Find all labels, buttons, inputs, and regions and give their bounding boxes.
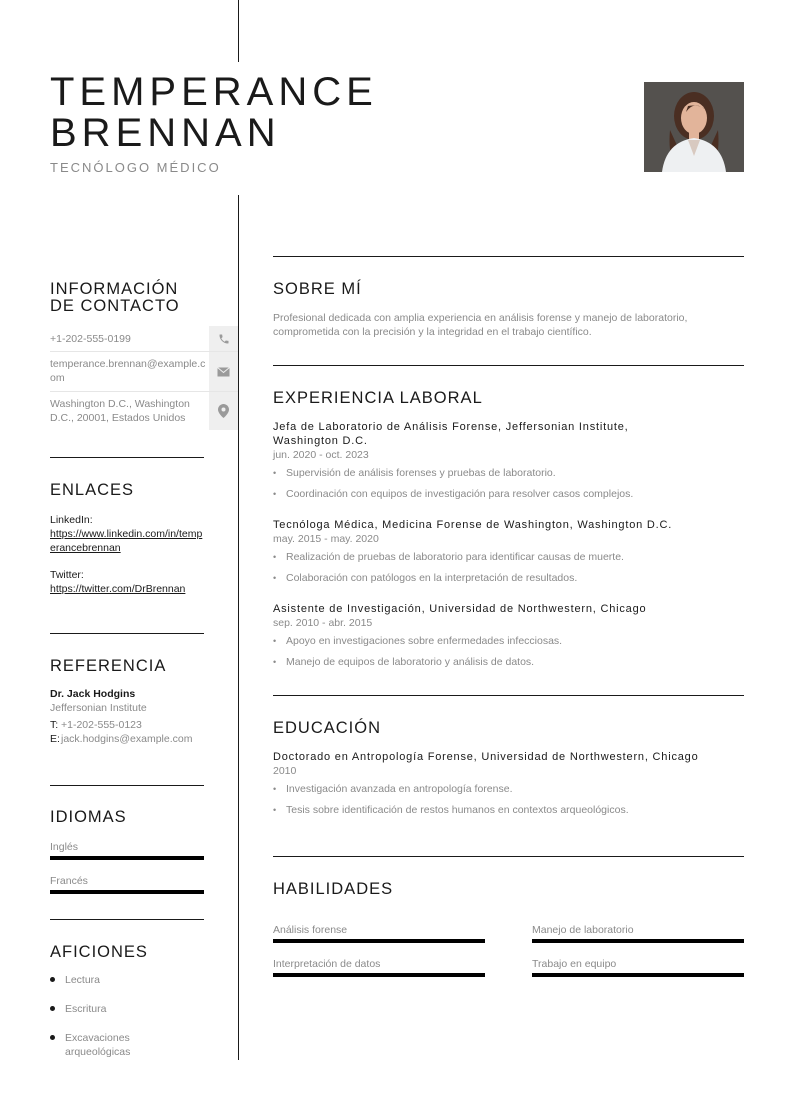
links-section bbox=[50, 482, 204, 596]
reference-email-row bbox=[50, 732, 204, 746]
language-item bbox=[50, 874, 204, 894]
contact-section-title: INFORMACIÓN DE CONTACTO bbox=[50, 280, 180, 315]
education-bullet: • Investigación avanzada en antropología forense. bbox=[273, 782, 744, 796]
skill-level-bar bbox=[273, 973, 485, 977]
about-section-title: SOBRE MÍ bbox=[273, 280, 362, 298]
location-pin-icon bbox=[209, 392, 238, 430]
language-level-bar bbox=[50, 856, 204, 860]
contact-address: Washington D.C., Washington D.C., 20001, Estados Unidos bbox=[50, 398, 190, 424]
job-entry-title: Tecnóloga Médica, Medicina Forense de Washington, Washington D.C. bbox=[273, 519, 673, 531]
reference-section bbox=[50, 658, 204, 746]
first-name: TEMPERANCE bbox=[50, 70, 378, 114]
job-entry-dates: jun. 2020 - oct. 2023 bbox=[273, 449, 369, 461]
divider bbox=[273, 256, 744, 257]
reference-section-title: REFERENCIA bbox=[50, 657, 167, 675]
reference-phone[interactable]: +1-202-555-0123 bbox=[61, 719, 142, 731]
job-entry-dates: may. 2015 - may. 2020 bbox=[273, 533, 379, 545]
skill-name: Trabajo en equipo bbox=[532, 958, 617, 970]
hobby-item: Lectura bbox=[50, 973, 204, 987]
skill-item bbox=[532, 957, 744, 977]
experience-section bbox=[273, 389, 744, 669]
education-bullet: • Tesis sobre identificación de restos humanos en contextos arqueológicos. bbox=[273, 803, 744, 817]
job-entry-title: Asistente de Investigación, Universidad de Northwestern, Chicago bbox=[273, 603, 647, 615]
skill-name: Manejo de laboratorio bbox=[532, 924, 634, 936]
reference-email[interactable]: jack.hodgins@example.com bbox=[61, 733, 193, 745]
job-bullet: • Manejo de equipos de laboratorio y análisis de datos. bbox=[273, 655, 744, 669]
skill-level-bar bbox=[273, 939, 485, 943]
last-name: BRENNAN bbox=[50, 111, 281, 155]
profile-photo bbox=[644, 82, 744, 172]
divider bbox=[50, 457, 204, 458]
skills-section-title: HABILIDADES bbox=[273, 880, 394, 898]
linkedin-link[interactable]: https://www.linkedin.com/in/temperancebrennan bbox=[50, 528, 203, 554]
education-section-title: EDUCACIÓN bbox=[273, 719, 382, 737]
job-bullet: • Supervisión de análisis forenses y pruebas de laboratorio. bbox=[273, 466, 744, 480]
education-year: 2010 bbox=[273, 765, 297, 777]
contact-email[interactable]: temperance.brennan@example.com bbox=[50, 358, 206, 384]
skill-name: Interpretación de datos bbox=[273, 958, 381, 970]
hobbies-section-title-wrap bbox=[50, 944, 204, 961]
job-bullet: • Coordinación con equipos de investigación para resolver casos complejos. bbox=[273, 487, 744, 501]
link-label: LinkedIn: bbox=[50, 514, 93, 526]
contact-address-row bbox=[50, 392, 238, 430]
language-name: Francés bbox=[50, 875, 88, 887]
bullet-icon bbox=[50, 977, 55, 982]
link-item-twitter bbox=[50, 568, 204, 596]
links-section-title: ENLACES bbox=[50, 481, 135, 499]
job-entry bbox=[273, 518, 744, 585]
contact-email-row bbox=[50, 352, 238, 392]
twitter-link[interactable]: https://twitter.com/DrBrennan bbox=[50, 583, 186, 595]
reference-email-label: E: bbox=[50, 733, 60, 745]
language-item bbox=[50, 840, 204, 860]
reference-phone-row bbox=[50, 718, 204, 732]
divider bbox=[50, 785, 204, 786]
bullet-icon bbox=[50, 1006, 55, 1011]
skill-item bbox=[273, 923, 485, 943]
about-section bbox=[273, 280, 744, 339]
divider bbox=[50, 919, 204, 920]
job-entry-title: Jefa de Laboratorio de Análisis Forense, Jeffersonian Institute, Washington D.C. bbox=[273, 421, 629, 447]
hobbies-section-title: AFICIONES bbox=[50, 943, 148, 961]
job-entry bbox=[273, 602, 744, 669]
job-bullet: • Realización de pruebas de laboratorio para identificar causas de muerte. bbox=[273, 550, 744, 564]
bullet-icon bbox=[50, 1035, 55, 1040]
language-level-bar bbox=[50, 890, 204, 894]
divider bbox=[273, 365, 744, 366]
languages-section-title: IDIOMAS bbox=[50, 808, 127, 826]
divider bbox=[273, 856, 744, 857]
divider bbox=[273, 695, 744, 696]
skill-item bbox=[273, 957, 485, 977]
skill-item bbox=[532, 923, 744, 943]
reference-company: Jeffersonian Institute bbox=[50, 702, 147, 714]
education-section bbox=[273, 719, 744, 817]
about-text: Profesional dedicada con amplia experiencia en análisis forense y manejo de laboratorio, comprometida con la precisión y la integridad en el trabajo científico. bbox=[273, 312, 688, 338]
link-label: Twitter: bbox=[50, 569, 84, 581]
candidate-name bbox=[50, 72, 378, 154]
divider bbox=[50, 633, 204, 634]
experience-section-title: EXPERIENCIA LABORAL bbox=[273, 389, 483, 407]
vertical-divider bbox=[238, 195, 239, 1060]
contact-phone-row bbox=[50, 326, 238, 352]
contact-phone[interactable]: +1-202-555-0199 bbox=[50, 333, 131, 345]
job-entry-dates: sep. 2010 - abr. 2015 bbox=[273, 617, 373, 629]
hobby-item: Escritura bbox=[50, 1002, 204, 1016]
job-bullet: • Apoyo en investigaciones sobre enfermedades infecciosas. bbox=[273, 634, 744, 648]
link-item-linkedin bbox=[50, 513, 204, 555]
job-title: TECNÓLOGO MÉDICO bbox=[50, 160, 221, 175]
phone-icon bbox=[209, 326, 238, 351]
hobby-item: Excavaciones arqueológicas bbox=[50, 1031, 170, 1059]
skill-level-bar bbox=[532, 939, 744, 943]
language-name: Inglés bbox=[50, 841, 79, 853]
job-entry bbox=[273, 420, 744, 501]
reference-name: Dr. Jack Hodgins bbox=[50, 688, 136, 700]
skills-section bbox=[273, 880, 744, 899]
skill-name: Análisis forense bbox=[273, 924, 348, 936]
education-degree: Doctorado en Antropología Forense, Universidad de Northwestern, Chicago bbox=[273, 751, 699, 763]
skill-level-bar bbox=[532, 973, 744, 977]
mail-icon bbox=[209, 352, 238, 391]
job-bullet: • Colaboración con patólogos en la interpretación de resultados. bbox=[273, 571, 744, 585]
reference-phone-label: T: bbox=[50, 719, 59, 731]
languages-section bbox=[50, 809, 204, 894]
vertical-divider-top bbox=[238, 0, 239, 62]
